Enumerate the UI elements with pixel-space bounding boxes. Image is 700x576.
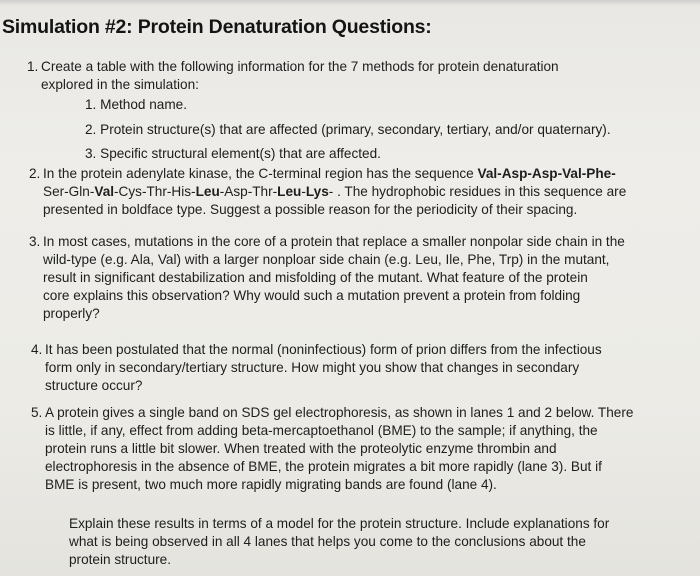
question-1-line-2: explored in the simulation: <box>41 77 199 92</box>
question-4-line-3: structure occur? <box>45 378 143 393</box>
question-2 <box>29 165 689 219</box>
question-1-number: 1. <box>27 59 39 74</box>
residue-text: - <box>301 184 306 199</box>
subitem-text: Method name. <box>100 97 188 112</box>
question-2-line-2 <box>29 183 689 201</box>
residue-text: Ser-Gln- <box>43 184 95 199</box>
question-3 <box>29 233 694 323</box>
question-5-line-5: BME is present, two much more rapidly migrating bands are found (lane 4). <box>45 477 497 492</box>
subitem-text: Specific structural element(s) that are affected. <box>100 146 381 161</box>
hydrophobic-residue: Leu <box>195 184 220 199</box>
hydrophobic-residue: Val <box>94 184 115 199</box>
subitem-number: 1. <box>85 97 97 112</box>
explanation-line-2: what is being observed in all 4 lanes that helps you come to the conclusions about the <box>69 534 586 549</box>
question-1-subitem-1 <box>85 96 187 114</box>
question-2-number: 2. <box>29 166 41 181</box>
question-3-line-1: In most cases, mutations in the core of a protein that replace a smaller nonpolar side chain in the <box>43 234 625 249</box>
page-title: Simulation #2: Protein Denaturation Questions: <box>2 16 432 38</box>
hydrophobic-residue: Leu <box>277 184 302 199</box>
question-3-line-4: core explains this observation? Why would such a mutation prevent a protein from folding <box>43 288 581 303</box>
question-5-line-3: protein runs a little bit slower. When treated with the proteolytic enzyme thrombin and <box>45 441 557 456</box>
page-top-edge <box>0 0 700 6</box>
explanation-line-1: Explain these results in terms of a model for the protein structure. Include explanations for <box>69 516 610 531</box>
question-5-line-1: A protein gives a single band on SDS gel electrophoresis, as shown in lanes 1 and 2 below. There <box>45 405 634 420</box>
question-3-line-3: result in significant destabilization and misfolding of the mutant. What feature of the protein <box>43 270 588 285</box>
question-2-text: In the protein adenylate kinase, the C-terminal region has the sequence <box>43 166 478 181</box>
question-4-number: 4. <box>31 342 43 357</box>
question-4-line-1: It has been postulated that the normal (noninfectious) form of prion differs from the infectious <box>45 342 602 357</box>
hydrophobic-residues: Val-Asp-Asp-Val-Phe- <box>477 166 616 181</box>
explanation-line-3: protein structure. <box>69 552 171 567</box>
residue-text: -Asp-Thr- <box>219 184 278 199</box>
question-5-number: 5. <box>31 405 43 420</box>
question-4-line-2: form only in secondary/tertiary structure. How might you show that changes in secondary <box>45 360 580 375</box>
question-3-line-5: properly? <box>43 306 100 321</box>
question-3-number: 3. <box>29 234 41 249</box>
question-5-line-2: is little, if any, effect from adding beta-mercaptoethanol (BME) to the sample; if anything, the <box>45 423 598 438</box>
question-1-subitem-2 <box>85 121 611 139</box>
hydrophobic-residue: Lys <box>305 184 329 199</box>
question-5-line-4: electrophoresis in the absence of BME, the protein migrates a bit more rapidly (lane 3). But if <box>45 459 602 474</box>
question-5 <box>31 404 696 494</box>
question-3-line-2: wild-type (e.g. Ala, Val) with a larger nonploar side chain (e.g. Leu, Ile, Phe, Trp) in the mutant, <box>43 252 610 267</box>
question-1-subitem-3 <box>85 145 381 163</box>
question-5-explanation <box>69 515 689 569</box>
question-1-line-1: Create a table with the following information for the 7 methods for protein denaturation <box>41 59 559 74</box>
residue-text: -Cys-Thr-His- <box>114 184 196 199</box>
question-2-line-1 <box>29 165 689 183</box>
question-2-text: - . The hydrophobic residues in this sequence are <box>328 184 627 199</box>
question-1 <box>27 58 687 94</box>
subitem-number: 2. <box>85 122 97 137</box>
subitem-text: Protein structure(s) that are affected (primary, secondary, tertiary, and/or quaternary). <box>100 122 611 137</box>
question-4 <box>31 341 691 395</box>
question-2-line-3: presented in boldface type. Suggest a possible reason for the periodicity of their spacing. <box>43 202 578 217</box>
subitem-number: 3. <box>85 146 97 161</box>
